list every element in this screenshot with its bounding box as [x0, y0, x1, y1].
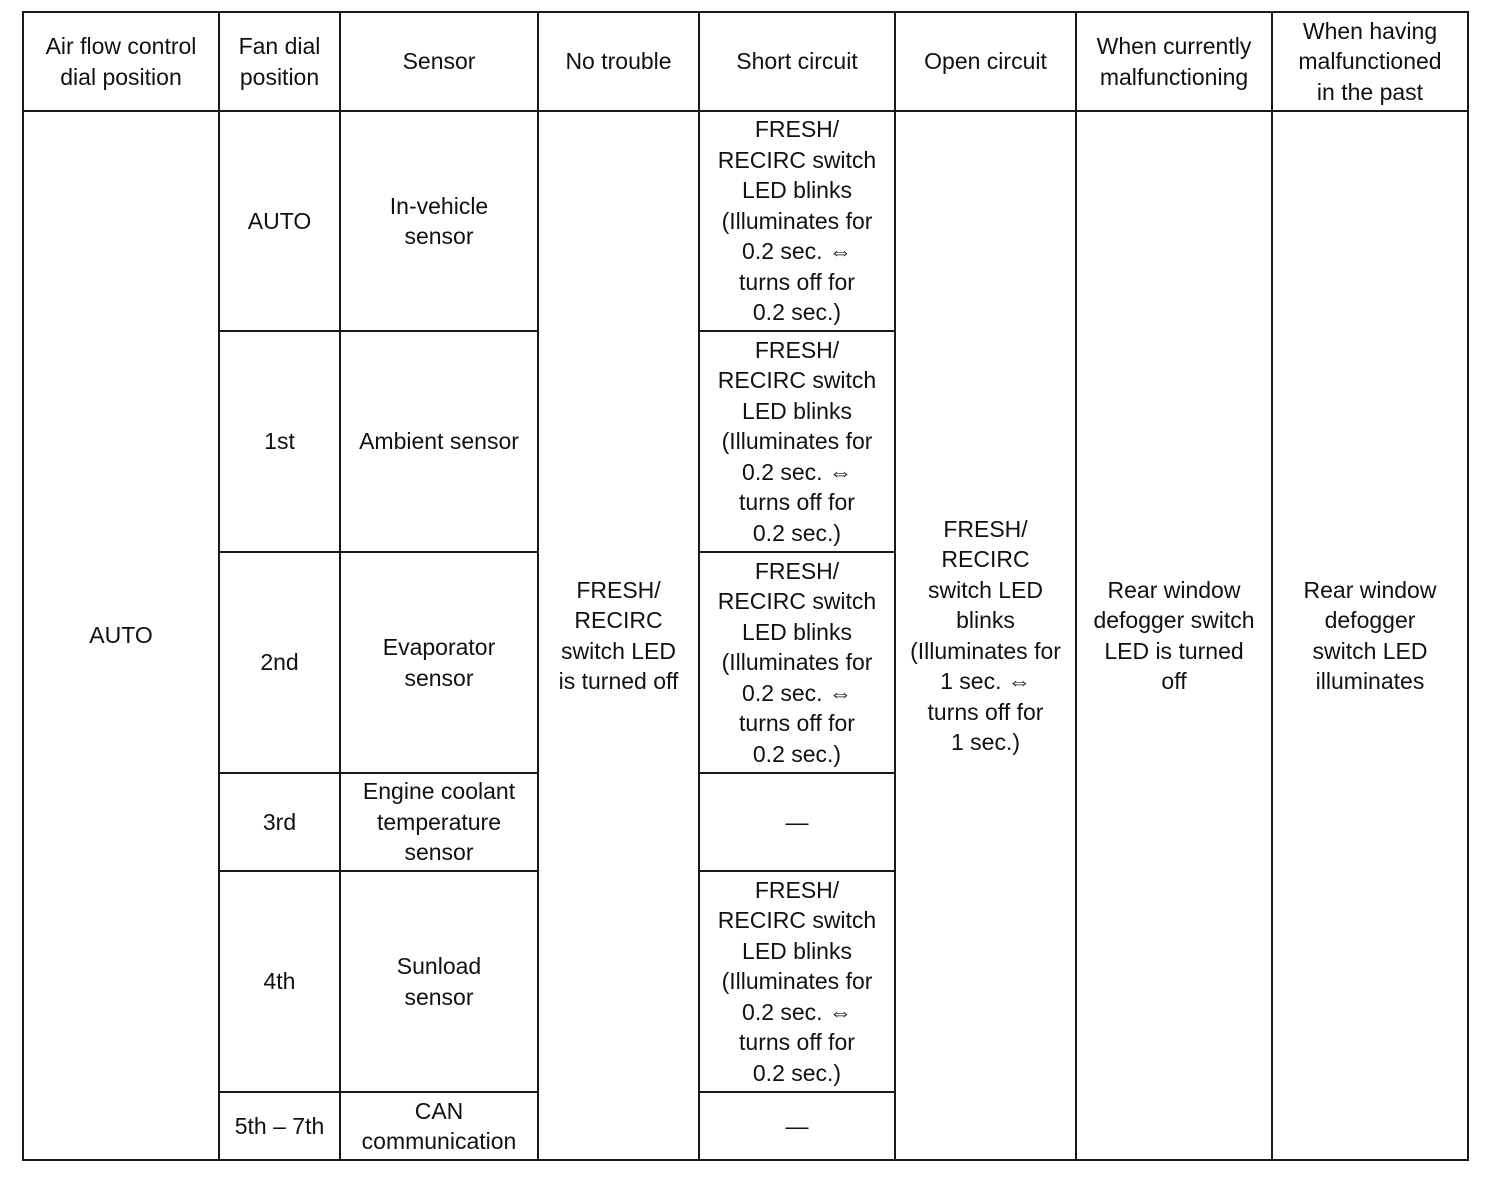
past-malfunction-value: Rear window defogger switch LED illuminates [1272, 111, 1468, 1160]
sensor-cell: Evaporator sensor [340, 552, 538, 773]
short-circuit-cell: FRESH/ RECIRC switch LED blinks (Illuminates for 0.2 sec. ⇔ turns off for 0.2 sec.) [699, 871, 895, 1092]
short-circuit-cell: — [699, 773, 895, 871]
fan-dial-cell: 2nd [219, 552, 340, 773]
header-air-flow: Air flow control dial position [23, 12, 219, 111]
fan-dial-cell: AUTO [219, 111, 340, 331]
fan-dial-cell: 4th [219, 871, 340, 1092]
fan-dial-cell: 1st [219, 331, 340, 552]
no-trouble-value: FRESH/ RECIRC switch LED is turned off [538, 111, 699, 1160]
header-past-malfunction: When having malfunctioned in the past [1272, 12, 1468, 111]
table-row [23, 111, 1468, 331]
fan-dial-cell: 5th – 7th [219, 1092, 340, 1160]
header-no-trouble: No trouble [538, 12, 699, 111]
short-circuit-cell: FRESH/ RECIRC switch LED blinks (Illuminates for 0.2 sec. ⇔ turns off for 0.2 sec.) [699, 331, 895, 552]
sensor-cell: Ambient sensor [340, 331, 538, 552]
sensor-cell: Engine coolant temperature sensor [340, 773, 538, 871]
short-circuit-cell: FRESH/ RECIRC switch LED blinks (Illuminates for 0.2 sec. ⇔ turns off for 0.2 sec.) [699, 552, 895, 773]
header-fan-dial: Fan dial position [219, 12, 340, 111]
fan-dial-cell: 3rd [219, 773, 340, 871]
air-flow-value: AUTO [23, 111, 219, 1160]
header-sensor: Sensor [340, 12, 538, 111]
header-currently-malfunctioning: When currently malfunctioning [1076, 12, 1272, 111]
short-circuit-cell: FRESH/ RECIRC switch LED blinks (Illuminates for 0.2 sec. ⇔ turns off for 0.2 sec.) [699, 111, 895, 331]
diagnosis-table [22, 11, 1469, 1161]
header-row [23, 12, 1468, 111]
sensor-cell: CAN communication [340, 1092, 538, 1160]
header-open-circuit: Open circuit [895, 12, 1076, 111]
header-short-circuit: Short circuit [699, 12, 895, 111]
sensor-cell: Sunload sensor [340, 871, 538, 1092]
short-circuit-cell: — [699, 1092, 895, 1160]
sensor-cell: In-vehicle sensor [340, 111, 538, 331]
currently-malfunctioning-value: Rear window defogger switch LED is turned off [1076, 111, 1272, 1160]
open-circuit-value: FRESH/ RECIRC switch LED blinks (Illuminates for 1 sec. ⇔ turns off for 1 sec.) [895, 111, 1076, 1160]
